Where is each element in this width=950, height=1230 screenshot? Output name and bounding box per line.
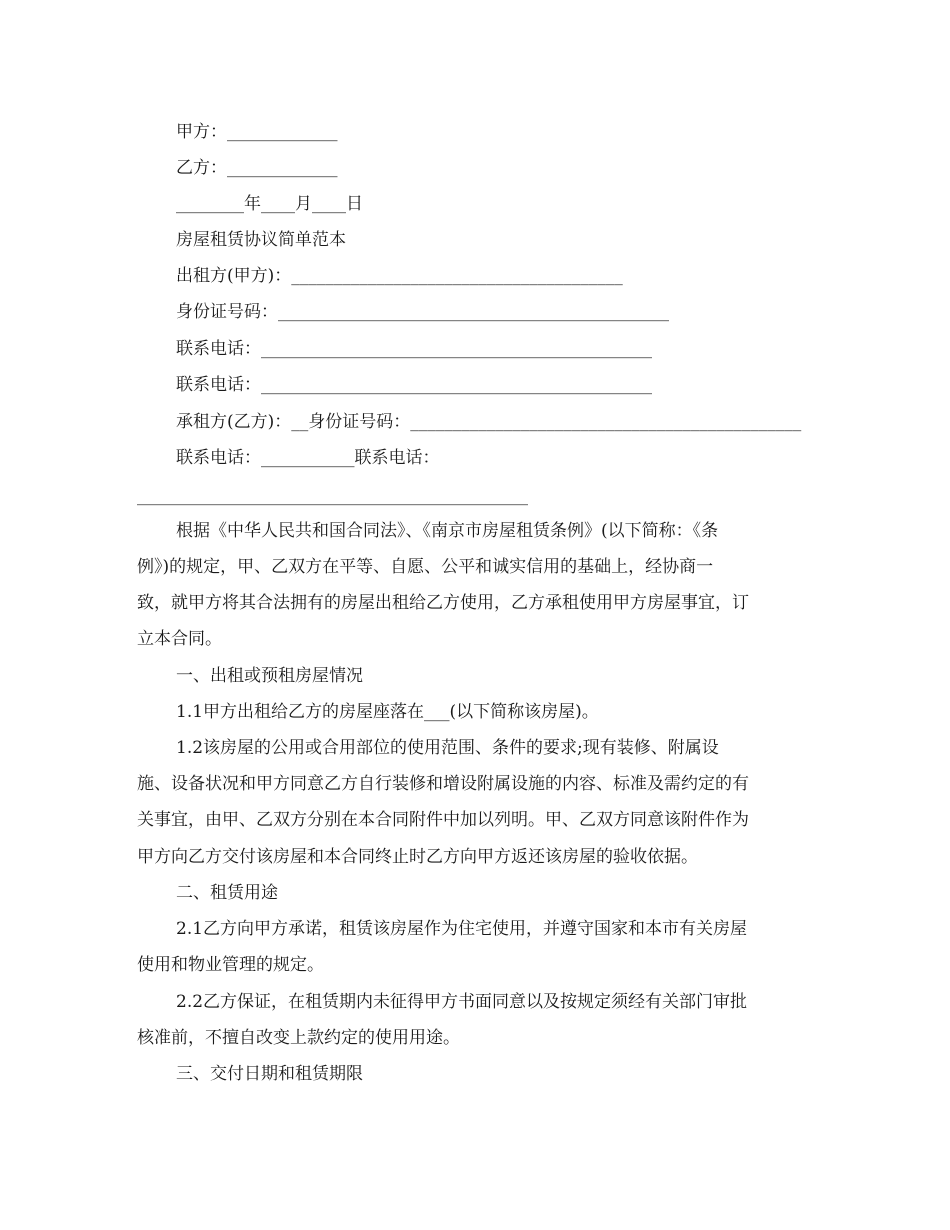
clause-1-2-line: 关事宜，由甲、乙双方分别在本合同附件中加以列明。甲、乙双方同意该附件作为 — [137, 810, 749, 830]
section-heading: 一、出租或预租房屋情况 — [176, 666, 363, 686]
clause-1-2-line: 甲方向乙方交付该房屋和本合同终止时乙方向甲方返还该房屋的验收依据。 — [137, 847, 698, 867]
lessor-field: 出租方(甲方)：_______________________________________ — [176, 266, 623, 286]
clause-1-2-line: 1.2该房屋的公用或合用部位的使用范围、条件的要求;现有装修、附属设 — [176, 738, 719, 758]
blank-underline: ______________________________________________ — [137, 486, 528, 506]
intro-paragraph-line: 根据《中华人民共和国合同法》、《南京市房屋租赁条例》(以下简称：《条 — [176, 521, 719, 541]
clause-2-1-line: 2.1乙方向甲方承诺，租赁该房屋作为住宅使用，并遵守国家和本市有关房屋 — [176, 919, 748, 939]
intro-paragraph-line: 立本合同。 — [137, 629, 222, 649]
clause-2-1-line: 使用和物业管理的规定。 — [137, 955, 324, 975]
party-b-line: 乙方：_____________ — [176, 158, 338, 178]
id-number-field: 身份证号码：______________________________________________ — [176, 302, 669, 322]
document-title: 房屋租赁协议简单范本 — [176, 230, 346, 250]
section-heading: 三、交付日期和租赁期限 — [176, 1064, 363, 1084]
lessee-field: 承租方(乙方)：__身份证号码：______________________________________________ — [176, 412, 802, 432]
clause-1-2-line: 施、设备状况和甲方同意乙方自行装修和增设附属设施的内容、标准及需约定的有 — [137, 774, 749, 794]
clause-2-2-line: 2.2乙方保证，在租赁期内未征得甲方书面同意以及按规定须经有关部门审批 — [176, 992, 748, 1012]
phone-field: 联系电话：______________________________________________ — [176, 339, 652, 359]
section-heading: 二、租赁用途 — [176, 883, 278, 903]
intro-paragraph-line: 例》)的规定，甲、乙双方在平等、自愿、公平和诚实信用的基础上，经协商一 — [137, 557, 714, 577]
clause-1-1: 1.1甲方出租给乙方的房屋座落在___(以下简称该房屋)。 — [176, 702, 599, 722]
date-line: ________年____月____日 — [176, 194, 363, 214]
phone-field: 联系电话：______________________________________________ — [176, 375, 652, 395]
phone-pair-field: 联系电话：___________联系电话： — [176, 448, 440, 468]
party-a-line: 甲方：_____________ — [176, 122, 338, 142]
intro-paragraph-line: 致，就甲方将其合法拥有的房屋出租给乙方使用，乙方承租使用甲方房屋事宜，订 — [137, 593, 749, 613]
clause-2-2-line: 核准前，不擅自改变上款约定的使用用途。 — [137, 1028, 460, 1048]
